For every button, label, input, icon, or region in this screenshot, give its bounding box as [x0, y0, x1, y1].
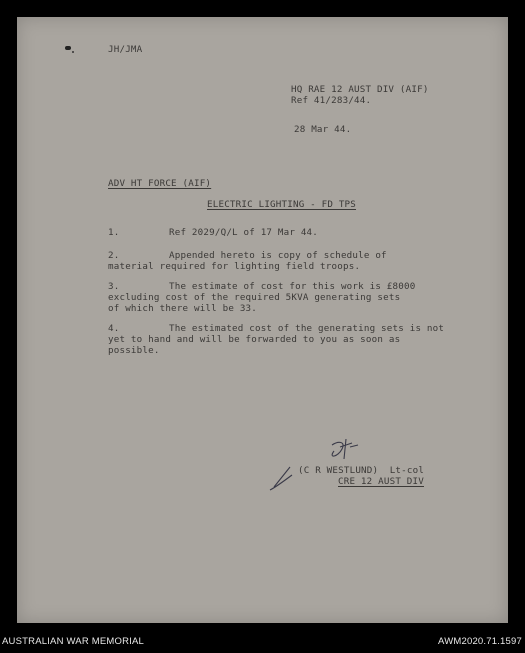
signatory-name: (C R WESTLUND) Lt-col: [298, 465, 425, 476]
paragraph-number: 4.: [108, 323, 120, 334]
paragraph-line: The estimate of cost for this work is £8000: [169, 281, 416, 292]
footer-institution: AUSTRALIAN WAR MEMORIAL: [2, 636, 145, 647]
footer-accession-number: AWM2020.71.1597: [438, 636, 522, 647]
paragraph-line: Ref 2029/Q/L of 17 Mar 44.: [169, 227, 319, 238]
paragraph-line: Appended hereto is copy of schedule of: [169, 250, 387, 261]
hq-line: HQ RAE 12 AUST DIV (AIF): [291, 84, 429, 95]
paragraph-number: 2.: [108, 250, 120, 261]
ink-blot-mark: [65, 46, 71, 50]
date-line: 28 Mar 44.: [294, 124, 352, 135]
paragraph-line: possible.: [108, 345, 160, 356]
subject-heading: ELECTRIC LIGHTING - FD TPS: [207, 199, 357, 210]
document-page: [17, 17, 508, 623]
paragraph-line: material required for lighting field troops.: [108, 261, 361, 272]
typist-initials: JH/JMA: [108, 44, 143, 55]
reference-line: Ref 41/283/44.: [291, 95, 372, 106]
paragraph-line: yet to hand and will be forwarded to you as soon as: [108, 334, 401, 345]
paragraph-line: of which there will be 33.: [108, 303, 258, 314]
signatory-title: CRE 12 AUST DIV: [338, 476, 424, 487]
addressee: ADV HT FORCE (AIF): [108, 178, 212, 189]
paragraph-number: 3.: [108, 281, 120, 292]
paragraph-number: 1.: [108, 227, 120, 238]
ink-dot-mark: [72, 51, 74, 53]
paragraph-line: excluding cost of the required 5KVA generating sets: [108, 292, 401, 303]
paragraph-line: The estimated cost of the generating sets is not: [169, 323, 445, 334]
